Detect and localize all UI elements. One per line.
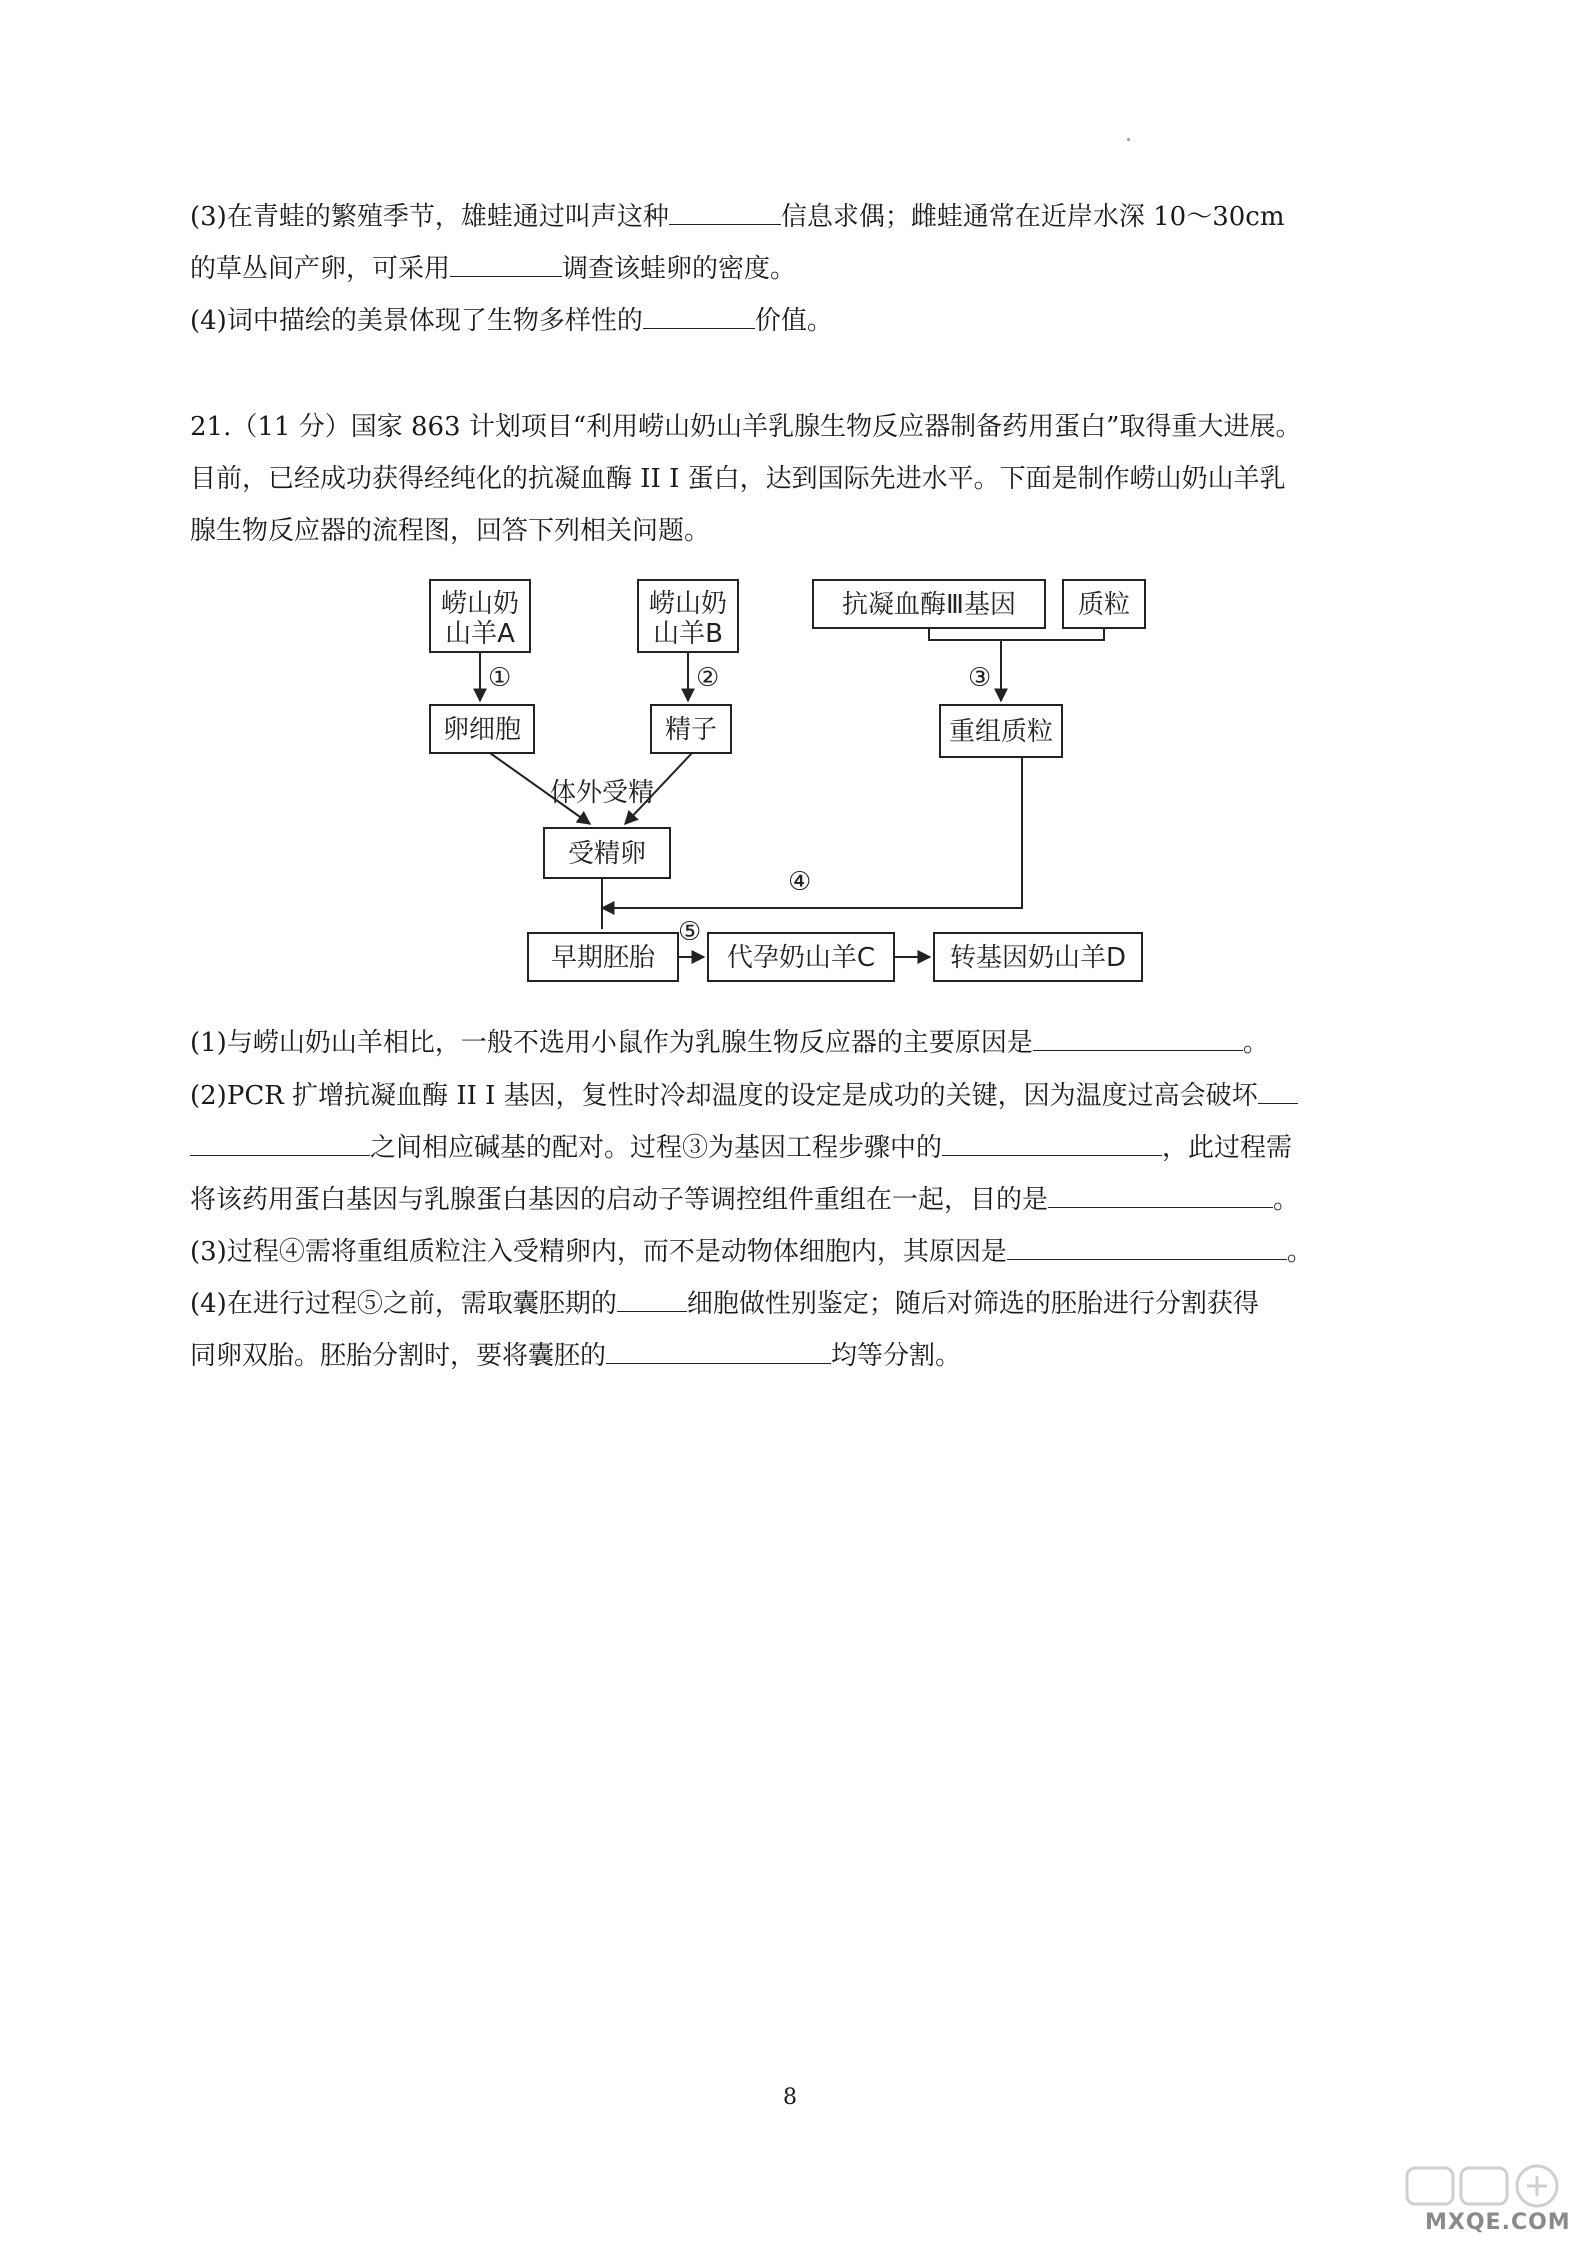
q21-s4-line2: 同卵双胎。胚胎分割时，要将囊胚的 均等分割。 <box>190 1337 961 1374</box>
speck <box>1127 138 1130 141</box>
q21-s4-line1: (4)在进行过程⑤之前，需取囊胚期的 细胞做性别鉴定；随后对筛选的胚胎进行分割获得 <box>190 1285 1259 1322</box>
step-5-label: ⑤ <box>678 917 702 947</box>
answer-blank[interactable] <box>190 1129 370 1156</box>
q20-part4: (4)词中描绘的美景体现了生物多样性的 价值。 <box>190 302 833 339</box>
watermark-site: MXQE.COM <box>1425 2210 1571 2235</box>
arrow-plasmid <box>1001 628 1104 640</box>
q20-part3-line1: (3)在青蛙的繁殖季节，雄蛙通过叫声这种 信息求偶；雌蛙通常在近岸水深 10～30cm <box>190 198 1285 235</box>
q21-s3: (3)过程④需将重组质粒注入受精卵内，而不是动物体细胞内，其原因是 。 <box>190 1233 1313 1270</box>
label-transgenic: 转基因奶山羊D <box>949 943 1127 973</box>
answer-blank[interactable] <box>643 302 755 329</box>
label-recomb-plasmid: 重组质粒 <box>948 717 1054 747</box>
label-gene: 抗凝血酶Ⅲ基因 <box>842 590 1016 620</box>
label-goat-a-1: 崂山奶 <box>440 589 520 619</box>
answer-blank[interactable] <box>942 1129 1162 1156</box>
step-2-label: ② <box>696 663 720 693</box>
page-number: 8 <box>783 2085 797 2110</box>
q20-part3-line2: 的草丛间产卵，可采用 调查该蛙卵的密度。 <box>190 250 796 287</box>
label-sperm: 精子 <box>664 715 718 745</box>
q21-s2-line1: (2)PCR 扩增抗凝血酶 II I 基因，复性时冷却温度的设定是成功的关键，因为温度过高会破坏 <box>190 1077 1298 1114</box>
answer-blank[interactable] <box>1007 1233 1287 1260</box>
step-3-label: ③ <box>968 663 992 693</box>
q21-intro-line1: 21.（11 分）国家 863 计划项目“利用崂山奶山羊乳腺生物反应器制备药用蛋白”取得重大进展。 <box>190 412 1302 442</box>
flowchart <box>420 568 1160 998</box>
answer-blank[interactable] <box>617 1285 687 1312</box>
q21-s2-line2: 之间相应碱基的配对。过程③为基因工程步骤中的 ，此过程需 <box>190 1129 1292 1166</box>
label-egg: 卵细胞 <box>442 715 522 745</box>
label-plasmid: 质粒 <box>1077 590 1131 620</box>
arrow-step4 <box>602 757 1022 908</box>
q21-s2-line3: 将该药用蛋白基因与乳腺蛋白基因的启动子等调控组件重组在一起，目的是 。 <box>190 1181 1299 1218</box>
answer-blank[interactable] <box>450 250 562 277</box>
q21-intro-line2: 目前，已经成功获得经纯化的抗凝血酶 II I 蛋白，达到国际先进水平。下面是制作崂山奶山羊乳 <box>190 464 1286 494</box>
answer-blank[interactable] <box>606 1337 831 1364</box>
label-embryo: 早期胚胎 <box>550 943 656 973</box>
label-goat-b-2: 山羊B <box>653 619 723 649</box>
q21-intro-line3: 腺生物反应器的流程图，回答下列相关问题。 <box>190 516 711 546</box>
label-surrogate: 代孕奶山羊C <box>726 943 876 973</box>
answer-blank[interactable] <box>1258 1077 1298 1104</box>
label-zygote: 受精卵 <box>567 839 647 869</box>
watermark-logo <box>1405 2160 1575 2210</box>
answer-blank[interactable] <box>1033 1024 1243 1051</box>
answer-blank[interactable] <box>669 198 781 225</box>
label-ivf: 体外受精 <box>549 778 655 808</box>
label-goat-a-2: 山羊A <box>445 619 515 649</box>
label-goat-b-1: 崂山奶 <box>648 589 728 619</box>
answer-blank[interactable] <box>1048 1181 1273 1208</box>
q21-s1: (1)与崂山奶山羊相比，一般不选用小鼠作为乳腺生物反应器的主要原因是 。 <box>190 1024 1269 1061</box>
step-1-label: ① <box>488 663 512 693</box>
step-4-label: ④ <box>788 867 812 897</box>
